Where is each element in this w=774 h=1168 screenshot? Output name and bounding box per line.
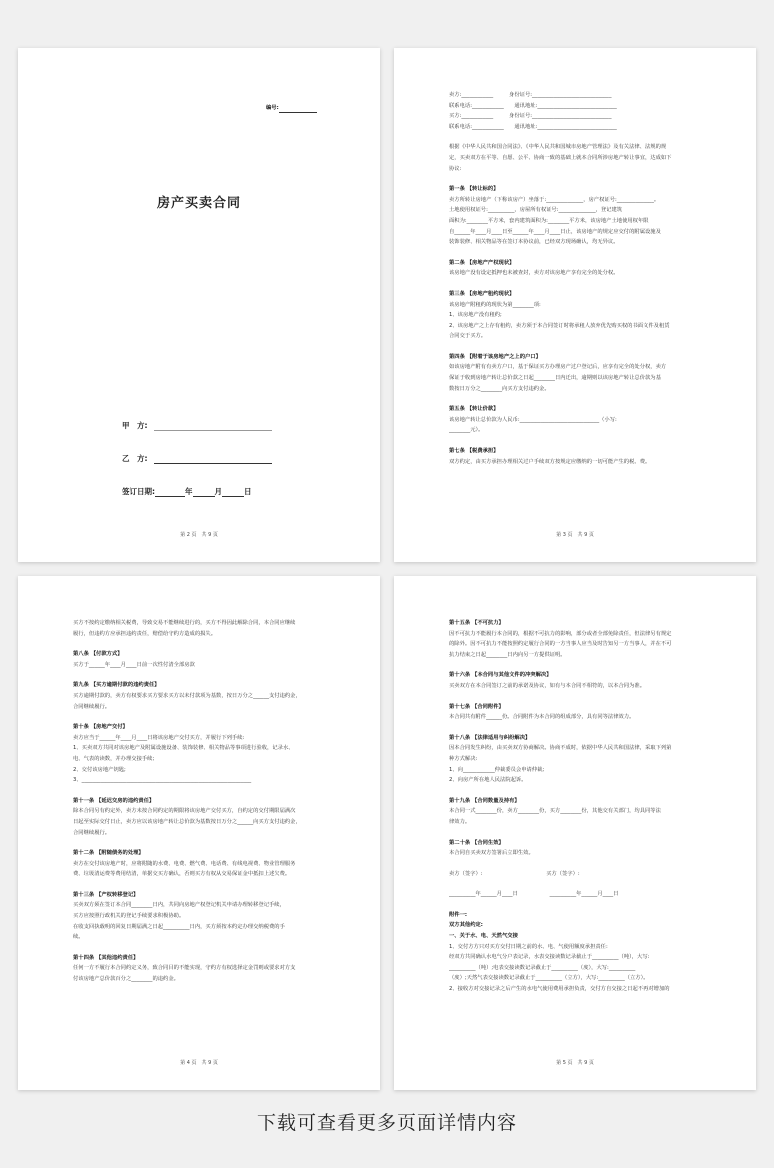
paragraph-spacer — [449, 660, 714, 670]
paragraph-line: 履行，但违约方应承担违约责任，赔偿给守约方造成的损失。 — [73, 630, 217, 637]
clause-heading: 第十九条 【合同数量及持有】 — [449, 797, 520, 804]
paragraph-line: 卖方应当于______年____月____日将该房地产交付买方，并履行下列手续: — [73, 734, 245, 741]
paragraph-line: 1、向____________仲裁委员会申请仲裁; — [449, 766, 545, 773]
page-body — [449, 90, 714, 467]
year-label: 年 — [185, 487, 193, 496]
paragraph-line: 合同交于买方。 — [449, 333, 487, 340]
month-blank — [193, 496, 215, 497]
paragraph-line: 自______年____月____日至______年____月____日止，该房地产的规定应交付的附属设施及 — [449, 228, 661, 235]
paragraph-line: 买方应按照行政机关的登记手续要求积极协助。 — [73, 913, 185, 920]
party-b-row — [122, 453, 272, 464]
year-blank — [155, 496, 185, 497]
clause-heading: 第十六条 【本合同与其他文件的冲突解决】 — [449, 672, 552, 679]
paragraph-spacer — [449, 723, 714, 733]
paragraph-line: 合同继续履行。 — [73, 703, 111, 710]
clause-heading: 第三条 【房地产租约现状】 — [449, 290, 515, 297]
clause-heading: 第二条 【房地产产权现状】 — [449, 259, 515, 266]
paragraph-spacer — [449, 859, 714, 869]
document-page-4 — [394, 576, 756, 1090]
paragraph-line: 的除外。因不可抗力不能按照约定履行合同的一方当事人应当及时告知另一方当事人，并在不可 — [449, 641, 672, 648]
paragraph-line: 买卖双方在本合同签订之前的承诺及协议，如有与本合同不相符的，以本合同为准。 — [449, 682, 645, 689]
paragraph-spacer — [73, 838, 338, 848]
paragraph-spacer — [73, 670, 338, 680]
clause-heading: 第十一条 【延迟交房的违约责任】 — [73, 797, 155, 804]
contract-number-field — [266, 103, 317, 113]
month-label: 月 — [214, 487, 222, 496]
document-page-3 — [18, 576, 380, 1090]
paragraph-line: 2、该房地产之上存有租约，卖方须于本合同签订时将承租人放弃优先购买权的书面文件及租赁 — [449, 322, 670, 329]
paragraph-spacer — [73, 639, 338, 649]
paragraph-line: 因本合同发生纠纷，由买卖双方协商解决。协商不成时，依据中华人民共和国法律，采取下列第 — [449, 745, 672, 752]
clause-heading: 第七条 【税费承担】 — [449, 448, 499, 455]
clause-heading: 第二十条 【合同生效】 — [449, 839, 504, 846]
paragraph-line: 卖方所转让房地产（下称该房产）坐落于:______________，房产权证号:______________。 — [449, 196, 660, 203]
day-blank — [222, 496, 244, 497]
download-caption: 下载可查看更多页面详情内容 — [256, 1112, 517, 1134]
party-b-blank — [154, 463, 272, 464]
document-page-cover — [18, 48, 380, 562]
paragraph-line: 面积为:________平方米，套内建筑面积为:________平方米，该房地产土地使用权年限 — [449, 217, 649, 224]
paragraph-line: 该房地产附租约的现状为第________项: — [449, 301, 541, 308]
clause-heading: 第十八条 【法律适用与纠纷解决】 — [449, 734, 531, 741]
paragraph-line: 3、________________________________________________________________ — [73, 777, 252, 784]
paragraph-line: 续。 — [73, 934, 84, 941]
contract-number-label: 编号: — [266, 105, 279, 111]
paragraph-line: 律效力。 — [449, 818, 471, 825]
paragraph-line: 日起至实际交付日止，卖方应以该房地产转让总价款为基数按日万分之______向买方支付违约金， — [73, 818, 301, 825]
clause-heading: 双方其他约定: — [449, 922, 483, 929]
party-a-blank — [154, 430, 272, 431]
paragraph-line: __________（吨）;电表交接读数记录截止于__________（度），大写:__________ — [449, 964, 636, 971]
paragraph-line: 除本合同另有约定外，卖方未按合同约定的期限将该房地产交付买方，自约定的交付期限届满次 — [73, 808, 296, 815]
clause-heading: 第九条 【买方逾期付款的违约责任】 — [73, 682, 160, 689]
paragraph-line: 本合同一式________份，卖方________份，买方________份，其他交有关部门，均具同等法 — [449, 808, 661, 815]
contract-number-blank — [279, 112, 317, 113]
paragraph-line: （度）;天然气表交接读数记录截止于__________（立方），大写:__________（立方）。 — [449, 975, 649, 982]
paragraph-spacer — [449, 394, 714, 404]
document-page-2 — [394, 48, 756, 562]
paragraph-line: 付该房地产总价款百分之________的违约金。 — [73, 976, 179, 983]
sign-date-row — [122, 486, 252, 497]
paragraph-spacer — [449, 174, 714, 184]
paragraph-line: 买方不按约定缴纳相关税费，导致交易不能继续进行的，买方不得因此解除合同，本合同应继续 — [73, 620, 296, 626]
party-a-row — [122, 420, 272, 431]
paragraph-line: 2、接收方对交接记录之后产生的水电气使用费用承担负责，交付方自交接之日起不再对增加的 — [449, 986, 670, 993]
paragraph-line: 电、气表的读数，并办理交接手续; — [73, 755, 155, 762]
paragraph-line: 定，买卖双方在平等、自愿、公平、协商一致的基础上就本合同所涉房地产转让事宜，达成如下 — [449, 154, 672, 161]
page-body — [73, 618, 338, 985]
clause-heading: 一、关于水、电、天然气交接 — [449, 933, 518, 940]
party-info-line: 联系电话:____________ 通讯地址:______________________________ — [449, 123, 617, 130]
clause-heading: 第十五条 【不可抗力】 — [449, 620, 504, 626]
paragraph-line: 2、交付该房地产钥匙; — [73, 766, 126, 773]
clause-heading: 第一条 【转让标的】 — [449, 186, 499, 193]
paragraph-spacer — [449, 692, 714, 702]
party-info-line: 联系电话:____________ 通讯地址:______________________________ — [449, 102, 617, 109]
paragraph-line: 因不可抗力不能履行本合同的，根据不可抗力的影响，部分或者全部免除责任，但法律另有规定 — [449, 630, 672, 637]
paragraph-line: __________年______月____日 __________年______月____日 — [449, 891, 619, 898]
paragraph-line: 合同继续履行。 — [73, 829, 111, 836]
page-body — [449, 618, 714, 995]
party-info-line: 卖方:____________ 身份证号:______________________________ — [449, 92, 612, 98]
paragraph-line: 费、垃圾清运费等费用结清，单据交买方确认，否则买方有权从交易保证金中抵扣上述欠费。 — [73, 871, 291, 878]
paragraph-line: 种方式解决: — [449, 755, 478, 762]
page-footer: 第 5 页 共 9 页 — [556, 1060, 594, 1066]
paragraph-spacer — [73, 712, 338, 722]
party-b-label: 乙 方: — [122, 454, 148, 463]
sign-date-label: 签订日期: — [122, 487, 155, 496]
clause-heading: 第十三条 【产权转移登记】 — [73, 891, 139, 898]
paragraph-line: 任何一方不履行本合同约定义务，致合同目的不能实现，守约方有权选择定金罚则或要求对方支 — [73, 965, 296, 972]
paragraph-line: 抗力结束之日起________日内向另一方提供证明。 — [449, 651, 566, 658]
paragraph-spacer — [73, 943, 338, 953]
paragraph-spacer — [449, 342, 714, 352]
paragraph-line: 买卖双方须在签订本合同________日内，共同向房地产权登记机关申请办理转移登记手续， — [73, 902, 285, 909]
paragraph-spacer — [449, 248, 714, 258]
paragraph-spacer — [449, 279, 714, 289]
clause-heading: 第十条 【房地产交付】 — [73, 724, 128, 731]
paragraph-spacer — [73, 880, 338, 890]
clause-heading: 附件一: — [449, 911, 468, 918]
paragraph-line: 本合同自买卖双方签署后立即生效。 — [449, 850, 534, 857]
paragraph-line: 经双方共同确认水电气分户表记录，水表交接读数记录截止于__________（吨），大写: — [449, 954, 650, 961]
paragraph-spacer — [73, 786, 338, 796]
paragraph-spacer — [449, 436, 714, 446]
party-a-label: 甲 方: — [122, 421, 148, 430]
paragraph-spacer — [449, 900, 714, 910]
paragraph-line: 1、该房地产没有租约; — [449, 312, 502, 319]
party-info-line: 买方:____________ 身份证号:______________________________ — [449, 113, 612, 120]
paragraph-line: 本合同共有附件______份。合同附件为本合同的组成部分，具有同等法律效力。 — [449, 714, 635, 721]
paragraph-line: 保证于收到房地产转让总价款之日起________日内迁出，逾期则以该房地产转让总价款为基 — [449, 375, 661, 382]
paragraph-line: 2、向房产所在地人民法院起诉。 — [449, 777, 527, 784]
paragraph-spacer — [449, 879, 714, 889]
paragraph-line: 如该房地产附有有卖方户口，基于保证买方办理房产过户登记后，应享有完全的处分权，卖方 — [449, 364, 667, 371]
paragraph-spacer — [449, 132, 714, 142]
paragraph-line: ________元）。 — [449, 427, 484, 434]
paragraph-line: 在收支回执载明的回复日期届满之日起__________日内，买方须按本约定办理交纳税费的手 — [73, 923, 285, 930]
clause-heading: 第四条 【附着于该房地产之上的户口】 — [449, 353, 541, 360]
paragraph-line: 数按日万分之________向买方支付违约金。 — [449, 385, 550, 392]
document-title: 房产买卖合同 — [156, 196, 241, 211]
paragraph-line: 装饰装修、相关物品等在签订本协议前，已经双方现场确认，均无异议。 — [449, 239, 619, 246]
clause-heading: 第八条 【付款方式】 — [73, 651, 123, 658]
paragraph-line: 1、买卖双方共同对该房地产及附属设施设备、装饰装修、相关物品等事项进行验收，记录水、 — [73, 745, 294, 752]
paragraph-line: 土地使用权证号:__________，房屋所有权证号:______________，登记建筑 — [449, 207, 623, 214]
paragraph-line: 买方逾期付款的，卖方有权要求买方要求买方以未付款项为基数，按日万分之______支付违约金， — [73, 692, 301, 699]
clause-heading: 第十二条 【附随债务的处理】 — [73, 850, 144, 857]
clause-heading: 第五条 【转让价款】 — [449, 406, 499, 413]
page-footer: 第 3 页 共 9 页 — [556, 532, 594, 538]
paragraph-line: 卖方在交付该房地产时，应将附随的水费、电费、燃气费、电话费、有线电视费、物业管理服务 — [73, 860, 296, 867]
clause-heading: 第十四条 【其他违约责任】 — [73, 954, 139, 961]
paragraph-line: 买方于______年____月____日前一次性付清全部房款 — [73, 661, 195, 668]
paragraph-line: 协议: — [449, 165, 462, 172]
clause-heading: 第十七条 【合同附件】 — [449, 703, 504, 710]
paragraph-line: 卖方（签字）: 买方（签字）: — [449, 870, 580, 877]
paragraph-line: 双方约定，由买方承担办理相关过户手续双方按规定应缴纳的一切可能产生的税、费。 — [449, 458, 651, 465]
page-footer: 第 4 页 共 9 页 — [180, 1060, 218, 1066]
paragraph-line: 根据《中华人民共和国合同法》、《中华人民共和国城市房地产管理法》及有关法律、法规的规 — [449, 144, 667, 151]
paragraph-line: 该房地产没有设定抵押也未被查封，卖方对该房地产享有完全的处分权。 — [449, 270, 619, 277]
day-label: 日 — [244, 487, 252, 496]
paragraph-spacer — [449, 828, 714, 838]
page-footer: 第 2 页 共 9 页 — [180, 532, 218, 538]
paragraph-line: 1、交付方方只对买方交付日期之前的水、电、气使用额度承担责任: — [449, 943, 608, 950]
paragraph-line: 该房地产转让总价款为人民币:______________________________（小写: — [449, 416, 617, 423]
paragraph-spacer — [449, 786, 714, 796]
